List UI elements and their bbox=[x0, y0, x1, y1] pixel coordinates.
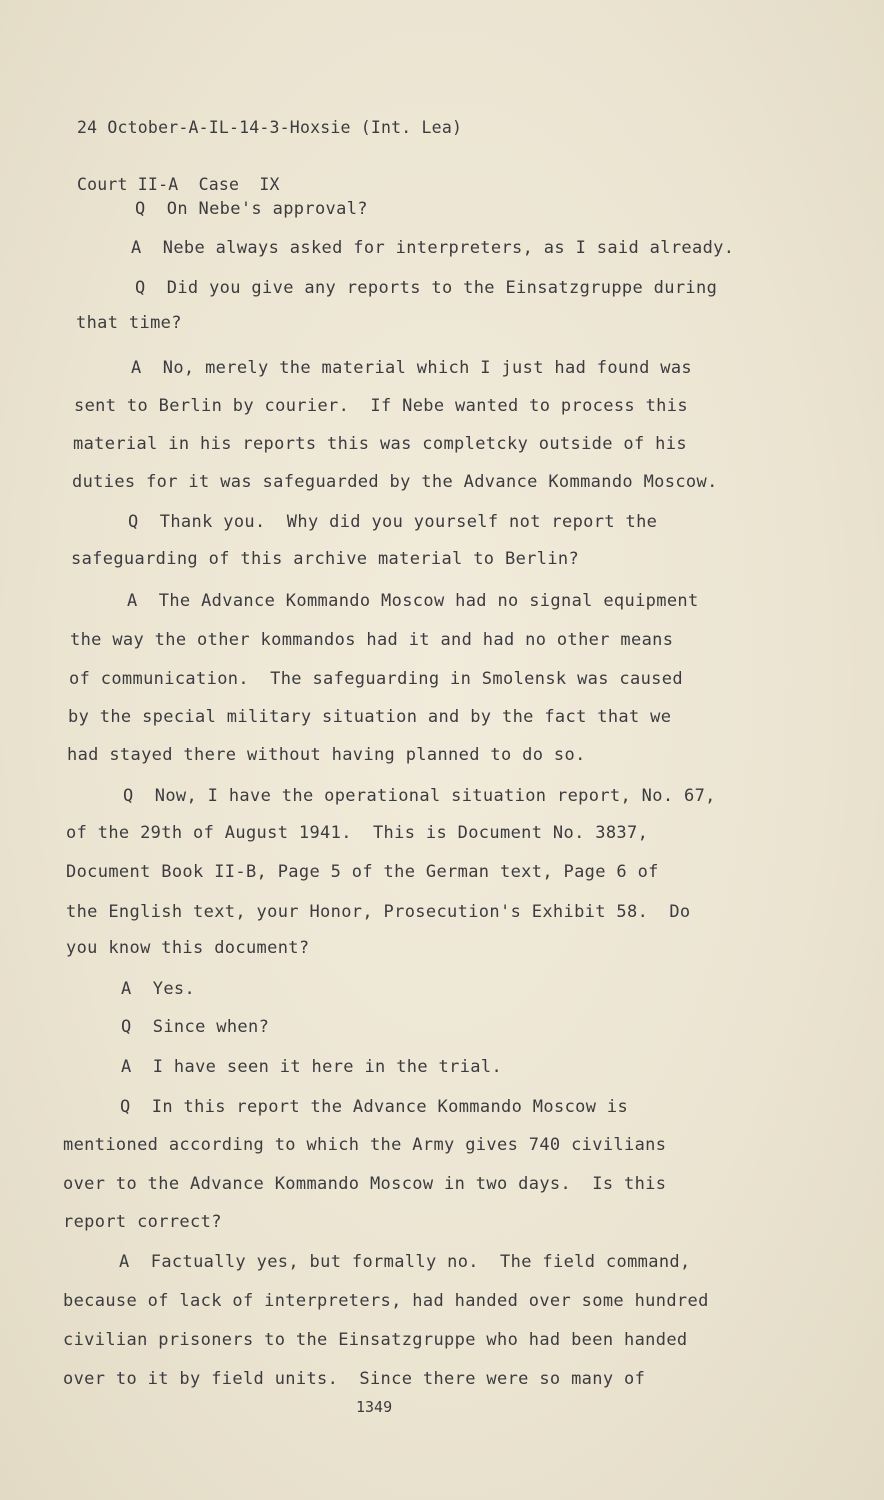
transcript-line: report correct? bbox=[63, 1212, 222, 1232]
transcript-line: of communication. The safeguarding in Smolensk was caused bbox=[69, 669, 683, 689]
transcript-line: Q Did you give any reports to the Einsatzgruppe during bbox=[135, 278, 718, 298]
transcript-line: the way the other kommandos had it and had no other means bbox=[70, 630, 674, 650]
transcript-line: A Factually yes, but formally no. The field command, bbox=[119, 1252, 691, 1272]
transcript-line: Document Book II-B, Page 5 of the German text, Page 6 of bbox=[66, 862, 659, 882]
transcript-line: A No, merely the material which I just had found was bbox=[131, 358, 692, 378]
transcript-line: Q In this report the Advance Kommando Moscow is bbox=[120, 1097, 629, 1117]
transcript-line: that time? bbox=[76, 313, 182, 333]
transcript-line: A Nebe always asked for interpreters, as I said already. bbox=[131, 238, 735, 258]
transcript-line: by the special military situation and by the fact that we bbox=[68, 707, 672, 727]
transcript-line: duties for it was safeguarded by the Advance Kommando Moscow. bbox=[72, 472, 718, 492]
transcript-line: had stayed there without having planned to do so. bbox=[67, 745, 586, 765]
transcript-line: over to the Advance Kommando Moscow in two days. Is this bbox=[63, 1174, 667, 1194]
transcript-line: civilian prisoners to the Einsatzgruppe who had been handed bbox=[63, 1330, 688, 1350]
page-number: 1349 bbox=[356, 1398, 393, 1416]
transcript-line: A Yes. bbox=[121, 979, 196, 999]
header-line-1: 24 October-A-IL-14-3-Hoxsie (Int. Lea) bbox=[77, 118, 463, 137]
header-line-2: Court II-A Case IX bbox=[77, 175, 280, 194]
transcript-line: A I have seen it here in the trial. bbox=[121, 1057, 503, 1077]
transcript-line: Q Now, I have the operational situation report, No. 67, bbox=[123, 786, 716, 806]
transcript-line: A The Advance Kommando Moscow had no signal equipment bbox=[127, 591, 699, 611]
transcript-line: mentioned according to which the Army gives 740 civilians bbox=[63, 1135, 667, 1155]
transcript-line: you know this document? bbox=[66, 938, 310, 958]
transcript-line: over to it by field units. Since there were so many of bbox=[63, 1369, 646, 1389]
transcript-line: because of lack of interpreters, had handed over some hundred bbox=[63, 1291, 709, 1311]
transcript-line: Q On Nebe's approval? bbox=[135, 199, 368, 219]
transcript-line: Q Thank you. Why did you yourself not report the bbox=[128, 512, 658, 532]
transcript-line: sent to Berlin by courier. If Nebe wanted to process this bbox=[74, 396, 688, 416]
transcript-line: Q Since when? bbox=[121, 1017, 270, 1037]
transcript-line: material in his reports this was completcky outside of his bbox=[73, 434, 687, 454]
transcript-line: the English text, your Honor, Prosecution's Exhibit 58. Do bbox=[66, 902, 691, 922]
transcript-line: safeguarding of this archive material to Berlin? bbox=[71, 549, 580, 569]
transcript-line: of the 29th of August 1941. This is Document No. 3837, bbox=[66, 823, 649, 843]
